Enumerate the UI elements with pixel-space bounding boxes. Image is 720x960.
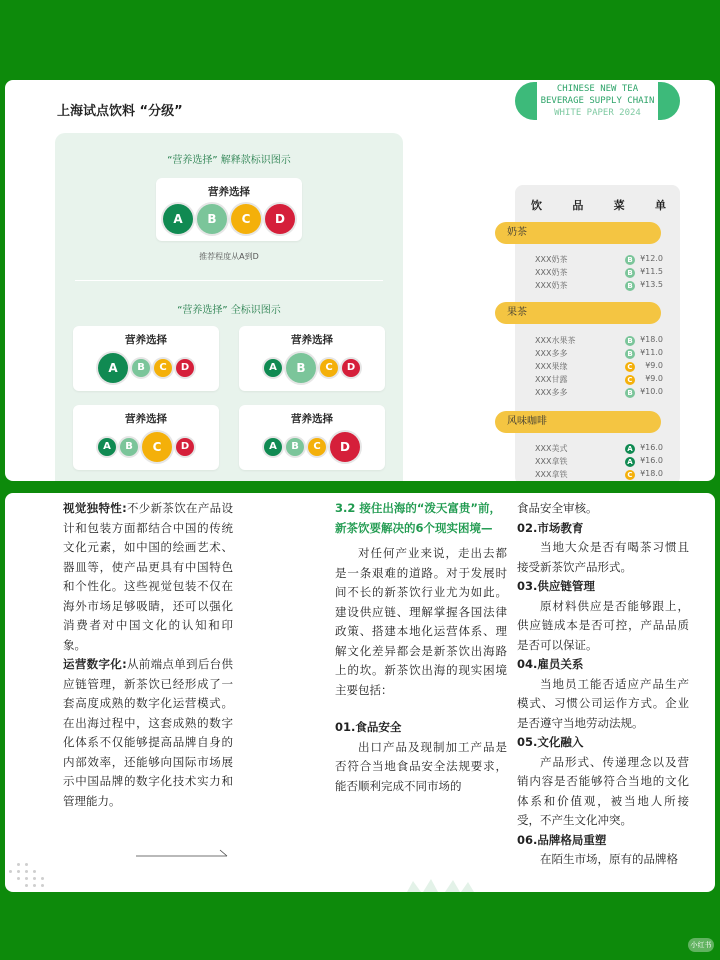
full-card-title: 营养选择 — [125, 334, 167, 346]
grade-c-badge: C — [154, 359, 172, 377]
explain-grade-row — [156, 204, 302, 234]
grade-c-badge: C — [625, 362, 635, 372]
grade-b-badge: B — [625, 255, 635, 265]
paragraph: 食品安全审核。 — [517, 501, 598, 515]
menu-header — [531, 197, 666, 213]
full-caption: “营养选择” 全标识图示 — [177, 305, 281, 316]
full-label-card-d — [239, 405, 385, 470]
item-heading: 03.供应链管理 — [517, 579, 595, 593]
paragraph: 当地大众是否有喝茶习惯且接受新茶饮产品形式。 — [517, 540, 689, 574]
grade-c-badge: C — [142, 432, 172, 462]
grade-a-badge: A — [98, 438, 116, 456]
paragraph-label: 运营数字化: — [63, 657, 127, 671]
section-heading: 3.2 接住出海的“泼天富贵”前，新茶饮要解决的6个现实困境— — [335, 501, 501, 535]
text-column-1 — [63, 499, 233, 811]
menu-item: XXX拿铁 A ¥16.0 — [535, 456, 663, 466]
paragraph: 产品形式、传递理念以及营销内容是否能够符合当地的文化体系和价值观，被当地人所接受，不产生文化冲突。 — [517, 754, 689, 827]
paragraph-text: 从前端点单到后台供应链管理，新茶饮已经形成了一套高度成熟的数字化运营模式。在出海过程中，这套成熟的数字化体系不仅能够提高品牌自身的内部效率，还能够向国际市场展示中国品牌的数字化技术实力和管理能力。 — [63, 657, 233, 808]
grade-c-badge: C — [231, 204, 261, 234]
paragraph: 出口产品及现制加工产品是否符合当地食品安全法规要求，能否顺利完成不同市场的 — [335, 739, 507, 793]
grade-b-badge: B — [120, 438, 138, 456]
grade-b-badge: B — [625, 349, 635, 359]
text-column-2 — [335, 499, 507, 796]
full-label-card-a — [73, 326, 219, 391]
grade-a-badge: A — [264, 359, 282, 377]
full-label-card-b — [239, 326, 385, 391]
explain-note: 推荐程度从A到D — [199, 252, 259, 261]
grade-a-badge: A — [98, 353, 128, 383]
grade-b-badge: B — [132, 359, 150, 377]
drink-menu — [507, 185, 680, 481]
brand-text — [537, 83, 658, 119]
paragraph-label: 视觉独特性: — [63, 501, 127, 515]
arrow-line-icon — [136, 849, 228, 857]
menu-item: XXX果缘 C ¥9.0 — [535, 361, 663, 371]
menu-header-char: 菜 — [613, 199, 625, 212]
menu-header-char: 饮 — [531, 199, 542, 212]
menu-item: XXX拿铁 C ¥18.0 — [535, 469, 663, 479]
grade-c-badge: C — [625, 375, 635, 385]
menu-section-coffee: 风味咖啡 — [495, 411, 661, 433]
menu-item: XXX多多 B ¥10.0 — [535, 387, 663, 397]
section-divider — [75, 280, 383, 281]
grade-a-badge: A — [264, 438, 282, 456]
grade-b-badge: B — [625, 281, 635, 291]
menu-item: XXX甘露 C ¥9.0 — [535, 374, 663, 384]
full-grade-row — [73, 432, 219, 462]
watermark-badge: 小红书 — [688, 938, 714, 952]
grade-c-badge: C — [625, 470, 635, 480]
menu-item: XXX奶茶 B ¥13.5 — [535, 280, 663, 290]
grade-c-badge: C — [320, 359, 338, 377]
full-card-title: 营养选择 — [125, 413, 167, 425]
brand-line-2: BEVERAGE SUPPLY CHAIN — [540, 96, 655, 106]
paragraph: 原材料供应是否能够跟上，供应链成本是否可控，产品品质是否可以保证。 — [517, 598, 689, 652]
full-card-title: 营养选择 — [291, 334, 333, 346]
paragraph — [63, 499, 233, 655]
grade-b-badge: B — [197, 204, 227, 234]
grade-a-badge: A — [163, 204, 193, 234]
paragraph: 对任何产业来说，走出去都是一条艰难的道路。对于发展时间不长的新茶饮行业尤为如此。建设供应链、理解掌握各国法律政策、搭建本地化运营体系、理解文化差异都会是新茶饮出海路上的坎。新茶饮出海的现实困境主要包括： — [335, 546, 507, 697]
grade-b-badge: B — [625, 388, 635, 398]
full-grade-row — [239, 353, 385, 383]
brand-cap-left — [515, 82, 537, 120]
paragraph: 在陌生市场，原有的品牌格 — [540, 852, 678, 866]
brand-cap-right — [658, 82, 680, 120]
menu-item: XXX多多 B ¥11.0 — [535, 348, 663, 358]
menu-section-fruit-tea: 果茶 — [495, 302, 661, 324]
grade-c-badge: C — [308, 438, 326, 456]
full-label-card-c — [73, 405, 219, 470]
explain-card-title: 营养选择 — [208, 186, 250, 198]
grade-d-badge: D — [176, 438, 194, 456]
menu-section-milk-tea: 奶茶 — [495, 222, 661, 244]
grade-b-badge: B — [625, 336, 635, 346]
nutrition-grade-figure-panel — [5, 80, 715, 481]
brand-line-1: CHINESE NEW TEA — [556, 84, 639, 94]
article-text-panel — [5, 493, 715, 892]
leaf-decoration-icon — [405, 877, 475, 892]
item-heading: 01.食品安全 — [335, 720, 402, 734]
decorative-dots — [9, 863, 49, 889]
menu-item: XXX美式 A ¥16.0 — [535, 443, 663, 453]
full-grade-row — [73, 353, 219, 383]
grade-b-badge: B — [286, 438, 304, 456]
menu-item: XXX奶茶 B ¥12.0 — [535, 254, 663, 264]
brand-badge — [515, 82, 680, 120]
grade-b-badge: B — [625, 268, 635, 278]
grade-d-badge: D — [176, 359, 194, 377]
explain-label-card — [156, 178, 302, 241]
grade-b-badge: B — [286, 353, 316, 383]
paragraph: 当地员工能否适应产品生产模式、习惯公司运作方式。企业是否遵守当地劳动法规。 — [517, 676, 689, 730]
full-card-title: 营养选择 — [291, 413, 333, 425]
label-illustration-box — [55, 133, 403, 481]
grade-d-badge: D — [265, 204, 295, 234]
item-heading: 06.品牌格局重塑 — [517, 832, 607, 847]
grade-d-badge: D — [342, 359, 360, 377]
item-heading: 04.雇员关系 — [517, 657, 584, 671]
paragraph — [63, 655, 233, 811]
text-column-3 — [517, 499, 689, 870]
paragraph-text: 不少新茶饮在产品设计和包装方面都结合中国的传统文化元素，如中国的绘画艺术、器皿等，使产品更具有中国特色和个性化。这些视觉包装不仅在海外市场足够吸睛，还可以强化消费者对中国文化的认知和印象。 — [63, 501, 233, 652]
menu-header-char: 单 — [654, 199, 666, 212]
menu-item: XXX奶茶 B ¥11.5 — [535, 267, 663, 277]
item-heading: 02.市场教育 — [517, 520, 584, 535]
figure-title: 上海试点饮料 “分级” — [57, 104, 183, 119]
grade-a-badge: A — [625, 457, 635, 467]
brand-line-3: WHITE PAPER 2024 — [554, 108, 641, 118]
grade-d-badge: D — [330, 432, 360, 462]
menu-item: XXX水果茶 B ¥18.0 — [535, 335, 663, 345]
full-grade-row — [239, 432, 385, 462]
menu-header-char: 品 — [572, 199, 584, 212]
item-heading: 05.文化融入 — [517, 735, 584, 749]
explain-caption: “营养选择” 解释款标识图示 — [167, 155, 291, 166]
grade-a-badge: A — [625, 444, 635, 454]
